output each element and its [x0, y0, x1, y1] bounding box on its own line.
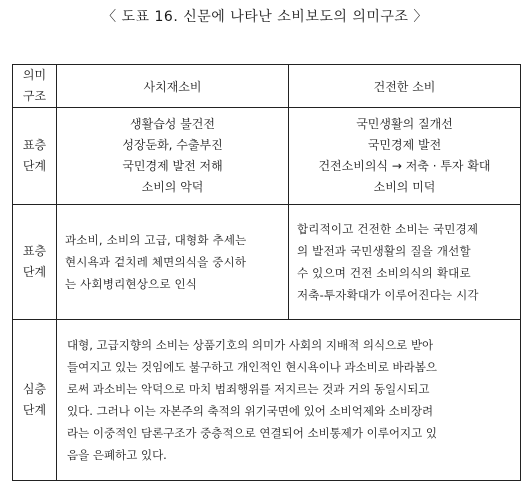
surface-label-top: 표층: [22, 138, 47, 152]
surface-label-bottom: 단계: [22, 265, 47, 279]
surface-keywords-label-cell: [13, 108, 57, 205]
header-sound-consumption: 건전한 소비: [289, 65, 521, 108]
header-luxury-consumption: 사치재소비: [57, 65, 289, 108]
header-label-cell: [13, 65, 57, 108]
text-line: 있다. 그러나 이는 자본주의 축적의 위기국면에 있어 소비억제와 소비장려: [67, 404, 434, 418]
surface-text-label-cell: [13, 205, 57, 320]
text-line: 라는 이중적인 담론구조가 중층적으로 연결되어 소비통제가 이루어지고 있: [67, 426, 437, 440]
surface-text-row: [13, 205, 521, 320]
keyword-item: 생활습성 불건전: [130, 117, 215, 131]
keyword-item: 국민경제 발전: [367, 138, 442, 152]
text-line: 의 발전과 국민생활의 질을 개선할: [297, 244, 471, 258]
deep-label-top: 심층: [22, 382, 47, 396]
sound-description-cell: [289, 205, 521, 320]
text-line: 대형, 고급지향의 소비는 상품기호의 의미가 사회의 지배적 의식으로 받아: [67, 338, 434, 352]
deep-row: [13, 320, 521, 481]
keyword-item: 국민경제 발전 저해: [122, 159, 223, 173]
keyword-item: 성장둔화, 수출부진: [122, 138, 223, 152]
text-line: 합리적이고 건전한 소비는 국민경제: [297, 222, 479, 236]
luxury-description-cell: [57, 205, 289, 320]
text-line: 과소비, 소비의 고급, 대형화 추세는: [65, 233, 247, 247]
sound-description: [289, 218, 520, 306]
text-line: 수 있으며 건전 소비의식의 확대로: [297, 266, 471, 280]
meaning-structure-table: [12, 64, 521, 481]
keyword-item: 국민생활의 질개선: [356, 117, 453, 131]
text-line: 음을 은폐하고 있다.: [67, 448, 167, 462]
header-row: [13, 65, 521, 108]
header-label-bottom: 구조: [22, 89, 47, 103]
document-title: 〈 도표 16. 신문에 나타난 소비보도의 의미구조 〉: [102, 9, 428, 25]
surface-label-bottom: 단계: [22, 159, 47, 173]
luxury-keywords-cell: [57, 108, 289, 205]
keyword-item: 소비의 악덕: [141, 180, 204, 194]
keyword-item: 소비의 미덕: [373, 180, 436, 194]
surface-keywords-row: [13, 108, 521, 205]
luxury-description: [57, 229, 288, 295]
text-line: 저축-투자확대가 이루어진다는 시각: [297, 288, 479, 302]
deep-description: [57, 334, 520, 466]
surface-label-top: 표층: [22, 244, 47, 258]
text-line: 로써 과소비는 악덕으로 마치 범죄행위를 저지르는 것과 거의 동일시되고: [67, 382, 430, 396]
text-line: 현시욕과 겉치레 체면의식을 중시하: [65, 255, 247, 269]
text-line: 들여지고 있는 것임에도 불구하고 개인적인 현시욕이나 과소비로 바라봄으: [67, 360, 437, 374]
sound-keywords-cell: [289, 108, 521, 205]
header-label-top: 의미: [22, 68, 47, 82]
keyword-item: 건전소비의식 → 저축 · 투자 확대: [318, 159, 491, 173]
deep-description-cell: [57, 320, 521, 481]
text-line: 는 사회병리현상으로 인식: [65, 277, 198, 291]
deep-label-bottom: 단계: [22, 403, 47, 417]
deep-label-cell: [13, 320, 57, 481]
